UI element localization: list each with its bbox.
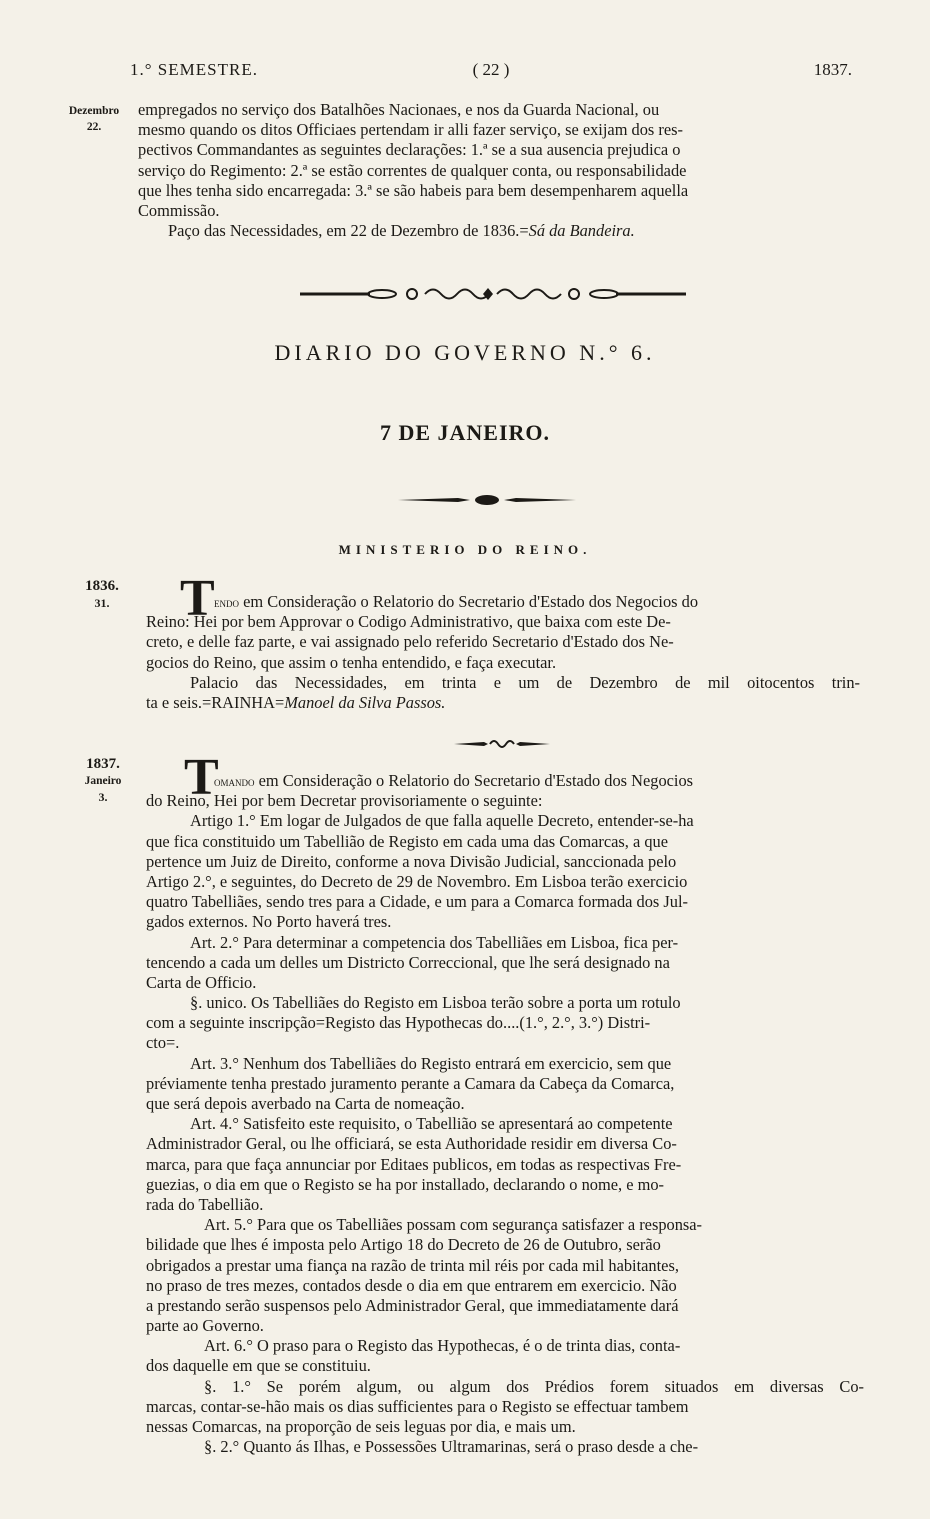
margin-day: 22.: [86, 121, 102, 133]
ornamental-divider: [300, 284, 686, 304]
minister-name: Manoel da Silva Passos.: [284, 692, 446, 712]
text-line: §. 2.° Quanto ás Ilhas, e Possessões Ultramarinas, será o praso desde a che-: [204, 1437, 699, 1457]
text-line: [146, 771, 864, 791]
text-line: quatro Tabelliães, sendo tres para a Cidade, e um para a Comarca formada dos Jul-: [146, 892, 688, 912]
text-line: pectivos Commandantes as seguintes declarações: 1.ª se a sua ausencia prejudica o: [138, 140, 681, 160]
gazette-title: DIARIO DO GOVERNO N.° 6.: [274, 340, 656, 365]
text-line: gados externos. No Porto haverá tres.: [146, 912, 392, 932]
margin-day: 3.: [98, 790, 108, 804]
decree1-margin-date: [72, 577, 132, 611]
top-section-text: [138, 100, 854, 241]
margin-month: Janeiro: [84, 775, 122, 787]
text-line: com a seguinte inscripção=Registo das Hypothecas do....(1.°, 2.°, 3.°) Distri-: [146, 1013, 651, 1033]
text-line: Art. 6.° O praso para o Registo das Hypothecas, é o de trinta dias, conta-: [204, 1336, 681, 1356]
signature-name: Sá da Bandeira.: [528, 221, 635, 241]
running-header: [130, 60, 852, 88]
top-margin-date: [58, 103, 130, 135]
line-rest: em Consideração o Relatorio do Secretario d'Estado dos Negocios: [254, 771, 694, 790]
text-line: que fica constituido um Tabellião de Registo em cada uma das Comarcas, a que: [146, 831, 668, 851]
text-line: tencendo a cada um delles um Districto Correccional, que lhe será designado na: [146, 952, 670, 972]
semester-label: 1.° SEMESTRE.: [130, 60, 258, 79]
text-line: que lhes tenha sido encarregada: 3.ª se são habeis para bem desempenharem aquella: [138, 180, 689, 200]
margin-year: 1837.: [86, 756, 120, 772]
text-line: no praso de tres mezes, contados desde o dia em que entrarem em exercicio. Não: [146, 1275, 677, 1295]
decree1-text: [146, 592, 860, 713]
signature-line: [138, 221, 854, 241]
text-line: Artigo 1.° Em logar de Julgados de que falla aquelle Decreto, entender-se-ha: [190, 811, 694, 831]
year-label: 1837.: [813, 60, 852, 79]
text-line: pertence um Juiz de Direito, conforme a nova Divisão Judicial, sanccionada pelo: [146, 851, 677, 871]
text-line: serviço do Regimento: 2.ª se estão correntes de qualquer conta, ou responsabilidade: [138, 160, 687, 180]
text-line: préviamente tenha prestado juramento perante a Camara da Cabeça da Comarca,: [146, 1073, 675, 1093]
text-line: Artigo 2.°, e seguintes, do Decreto de 29 de Novembro. Em Lisboa terão exercicio: [146, 871, 688, 891]
text-line: Commissão.: [138, 200, 220, 220]
text-line: que será depois averbado na Carta de nomeação.: [146, 1094, 465, 1113]
closing-prefix: ta e seis.=RAINHA=: [146, 692, 285, 712]
decree2-lines: [146, 791, 864, 1457]
text-line: §. 1.° Se porém algum, ou algum dos Prédios forem situados em diversas Co-: [204, 1376, 864, 1396]
text-line: mesmo quando os ditos Officiaes pertendam ir alli fazer serviço, se exijam dos res-: [138, 120, 683, 140]
text-line: Carta de Officio.: [146, 972, 257, 992]
margin-day: 31.: [94, 596, 110, 610]
text-line: guezias, o dia em que o Registo se ha por installado, declarando o nome, e mo-: [146, 1174, 664, 1194]
short-divider: [398, 492, 576, 508]
closing-line: [146, 693, 860, 713]
text-line: parte ao Governo.: [146, 1316, 264, 1336]
margin-month: Dezembro: [68, 105, 120, 117]
text-line: dos daquelle em que se constituiu.: [146, 1356, 371, 1376]
margin-year: 1836.: [85, 578, 119, 594]
text-line: rada do Tabellião.: [146, 1194, 264, 1214]
decree2-text: [146, 771, 864, 1457]
first-word: omando: [214, 774, 255, 789]
issue-date: 7 DE JANEIRO.: [379, 420, 551, 445]
text-line: marcas, contar-se-hão mais os dias sufficientes para o Registo se effectuar tambem: [146, 1396, 689, 1416]
signature-prefix: Paço das Necessidades, em 22 de Dezembro de 1836.=: [168, 221, 529, 241]
text-line: §. unico. Os Tabelliães do Registo em Lisboa terão sobre a porta um rotulo: [190, 993, 681, 1013]
text-line: Art. 5.° Para que os Tabelliães possam com segurança satisfazer a responsa-: [204, 1215, 703, 1235]
text-line: obrigados a prestar uma fiança na razão de trinta mil réis por cada mil habitantes,: [146, 1255, 679, 1275]
text-line: empregados no serviço dos Batalhões Nacionaes, e nos da Guarda Nacional, ou: [138, 100, 660, 119]
text-line: [146, 592, 860, 612]
text-line: marca, para que faça annunciar por Editaes publicos, em todas as respectivas Fre-: [146, 1154, 682, 1174]
text-line: Art. 2.° Para determinar a competencia dos Tabelliães em Lisboa, fica per-: [190, 932, 679, 952]
text-line: do Reino, Hei por bem Decretar provisoriamente o seguinte:: [146, 791, 543, 811]
text-line: Art. 3.° Nenhum dos Tabelliães do Registo entrará em exercicio, sem que: [190, 1053, 672, 1073]
text-line: cto=.: [146, 1033, 180, 1053]
text-line: nessas Comarcas, na proporção de seis leguas por dia, e mais um.: [146, 1417, 576, 1436]
text-line: gocios do Reino, que assim o tenha entendido, e faça executar.: [146, 652, 557, 672]
small-divider: [454, 738, 550, 750]
first-word: endo: [214, 595, 239, 610]
text-line: creto, e delle faz parte, e vai assignado pelo referido Secretario d'Estado dos Ne-: [146, 632, 674, 652]
ministry-heading: MINISTERIO DO REINO.: [338, 542, 592, 557]
dropcap-letter: T: [180, 570, 215, 627]
decree2-margin-date: [72, 755, 134, 805]
line-rest: em Consideração o Relatorio do Secretario d'Estado dos Negocios do: [239, 592, 699, 611]
text-line: Art. 4.° Satisfeito este requisito, o Tabellião se apresentará ao competente: [190, 1114, 673, 1134]
text-line: bilidade que lhes é imposta pelo Artigo 18 do Decreto de 26 de Outubro, serão: [146, 1235, 661, 1255]
text-line: Administrador Geral, ou lhe officiará, se esta Authoridade residir em diversa Co-: [146, 1134, 677, 1154]
text-line: a prestando serão suspensos pelo Administrador Geral, que immediatamente dará: [146, 1295, 679, 1315]
text-line: Reino: Hei por bem Approvar o Codigo Administrativo, que baixa com este De-: [146, 612, 671, 632]
text-line: Palacio das Necessidades, em trinta e um de Dezembro de mil oitocentos trin-: [190, 672, 860, 692]
dropcap-letter: T: [184, 749, 219, 806]
page-number: ( 22 ): [472, 60, 510, 79]
